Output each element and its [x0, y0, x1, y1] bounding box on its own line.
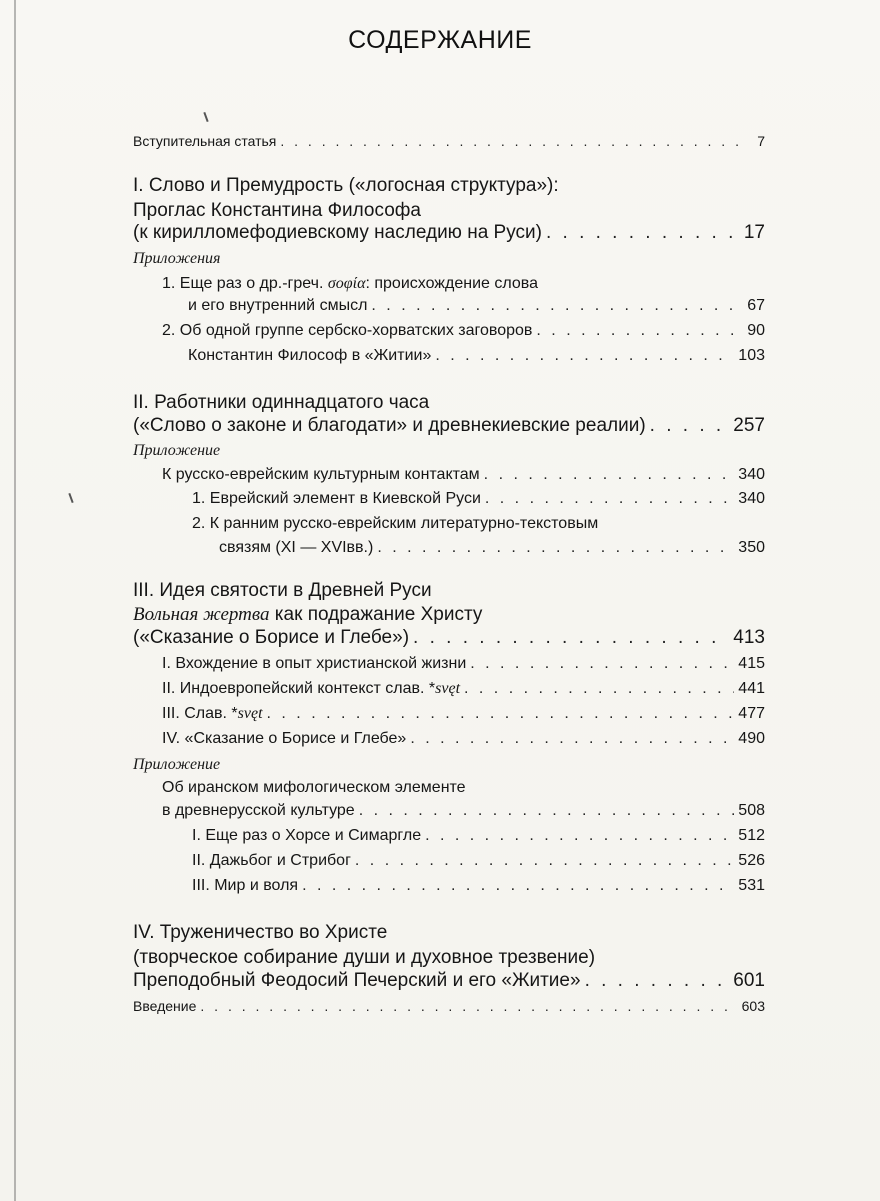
toc-entry[interactable]: (к кирилломефодиевскому наследию на Руси) . . . 17: [133, 222, 765, 250]
toc-entry[interactable]: Преподобный Феодосий Печерский и его «Житие» . . . 601: [133, 970, 765, 998]
section-heading[interactable]: Вольная жертва как подражание Христу: [133, 604, 483, 625]
dot-leader: [410, 730, 734, 748]
dot-leader: [359, 802, 735, 820]
toc-entry[interactable]: и его внутренний смысл . . . 67: [188, 297, 765, 325]
toc-entry[interactable]: II. Индоевропейский контекст слав. *svęt . . . 441: [162, 680, 765, 708]
appendix-label: Приложение: [133, 442, 221, 459]
toc-entry[interactable]: («Сказание о Борисе и Глебе») . . . 413: [133, 627, 765, 655]
toc-entry[interactable]: Константин Философ в «Житии» . . . 103: [188, 347, 765, 375]
toc-entry[interactable]: 2. Об одной группе сербско-хорватских заговоров . . . 90: [162, 322, 765, 350]
section-heading[interactable]: II. Работники одиннадцатого часа: [133, 392, 430, 413]
dot-leader: [377, 539, 734, 557]
page-title: СОДЕРЖАНИЕ: [348, 26, 532, 54]
toc-entry[interactable]: Об иранском мифологическом элементе: [162, 779, 466, 796]
section-heading[interactable]: III. Идея святости в Древней Руси: [133, 580, 432, 601]
toc-entry[interactable]: II. Дажьбог и Стрибог . . . 526: [192, 852, 765, 880]
dot-leader: [200, 998, 737, 1014]
dot-leader: [485, 490, 734, 508]
dot-leader: [435, 347, 734, 365]
dot-leader: [371, 297, 741, 315]
dot-leader: [470, 655, 734, 673]
toc-entry[interactable]: связям (XI — XVIвв.) . . . 350: [219, 539, 765, 567]
dot-leader: [464, 680, 734, 698]
dot-leader: [267, 705, 735, 723]
dot-leader: [650, 415, 730, 437]
toc-entry[interactable]: III. Слав. *svęt . . . 477: [162, 705, 765, 733]
toc-entry[interactable]: I. Еще раз о Хорсе и Симаргле . . . 512: [192, 827, 765, 855]
dot-leader: [413, 627, 729, 649]
section-heading[interactable]: I. Слово и Премудрость («логосная структура»):: [133, 175, 559, 196]
dot-leader: [484, 466, 735, 484]
dot-leader: [546, 222, 740, 244]
toc-entry[interactable]: IV. «Сказание о Борисе и Глебе» . . . 490: [162, 730, 765, 758]
toc-entry[interactable]: Вступительная статья . . . 7: [133, 133, 765, 161]
section-heading[interactable]: Проглас Константина Философа: [133, 200, 421, 221]
toc-entry[interactable]: I. Вхождение в опыт христианской жизни . . . 415: [162, 655, 765, 683]
dot-leader: [536, 322, 741, 340]
toc-entry[interactable]: III. Мир и воля . . . 531: [192, 877, 765, 905]
section-heading[interactable]: (творческое собирание души и духовное трезвение): [133, 947, 596, 968]
dot-leader: [302, 877, 734, 895]
dot-leader: [280, 133, 741, 149]
appendix-label: Приложение: [133, 756, 221, 773]
appendix-label: Приложения: [133, 250, 221, 267]
toc-entry[interactable]: («Слово о законе и благодати» и древнекиевские реалии) . . . 257: [133, 415, 765, 443]
toc-entry[interactable]: 1. Еврейский элемент в Киевской Руси . . . 340: [192, 490, 765, 518]
toc-entry[interactable]: 2. К ранним русско-еврейским литературно-текстовым: [192, 515, 599, 532]
toc-entry[interactable]: 1. Еще раз о др.-греч. σοφία: происхождение слова: [162, 275, 538, 292]
toc-entry[interactable]: К русско-еврейским культурным контактам . . . 340: [162, 466, 765, 494]
dot-leader: [585, 970, 730, 992]
dot-leader: [355, 852, 734, 870]
toc-entry[interactable]: в древнерусской культуре . . . 508: [162, 802, 765, 830]
dot-leader: [425, 827, 734, 845]
section-heading[interactable]: IV. Труженичество во Христе: [133, 922, 388, 943]
toc-entry[interactable]: Введение . . . 603: [133, 998, 765, 1026]
